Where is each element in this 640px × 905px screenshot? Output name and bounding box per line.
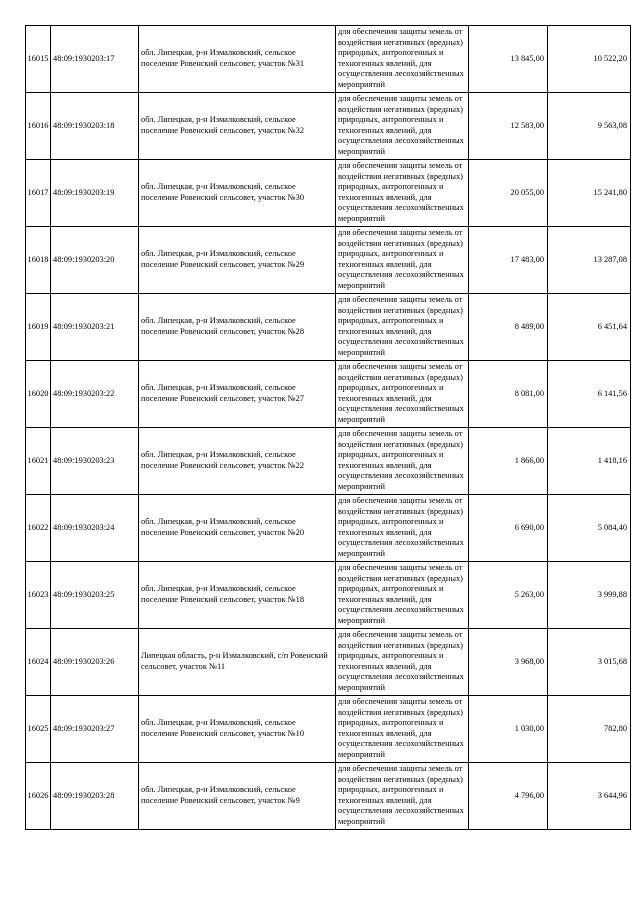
table-row	[26, 428, 631, 495]
table-row	[26, 93, 631, 160]
permitted-use-cell: для обеспечения защиты земель от воздействия негативных (вредных) природных, антропогенных и техногенных явлений, для осуществления лесохозяйственных мероприятий	[336, 227, 469, 294]
row-number-cell: 16026	[26, 763, 51, 830]
address-cell: обл. Липецкая, р-н Измалковский, сельское поселение Ровенский сельсовет, участок №22	[139, 428, 336, 495]
area-value-cell: 1 866,00	[469, 428, 548, 495]
table-body	[26, 26, 631, 830]
area-value-cell: 12 583,00	[469, 93, 548, 160]
area-value-cell: 3 968,00	[469, 629, 548, 696]
cadastral-number-cell: 48:09:1930203:27	[51, 696, 139, 763]
row-number-cell: 16020	[26, 361, 51, 428]
row-number-cell: 16025	[26, 696, 51, 763]
address-cell: обл. Липецкая, р-н Измалковский, сельское поселение Ровенский сельсовет, участок №9	[139, 763, 336, 830]
address-cell: обл. Липецкая, р-н Измалковский, сельское поселение Ровенский сельсовет, участок №31	[139, 26, 336, 93]
cadastral-number-cell: 48:09:1930203:21	[51, 294, 139, 361]
cadastral-number-cell: 48:09:1930203:28	[51, 763, 139, 830]
cadastral-number-cell: 48:09:1930203:20	[51, 227, 139, 294]
permitted-use-cell: для обеспечения защиты земель от воздействия негативных (вредных) природных, антропогенных и техногенных явлений, для осуществления лесохозяйственных мероприятий	[336, 495, 469, 562]
permitted-use-cell: для обеспечения защиты земель от воздействия негативных (вредных) природных, антропогенных и техногенных явлений, для осуществления лесохозяйственных мероприятий	[336, 361, 469, 428]
cost-value-cell: 6 451,64	[548, 294, 631, 361]
permitted-use-cell: для обеспечения защиты земель от воздействия негативных (вредных) природных, антропогенных и техногенных явлений, для осуществления лесохозяйственных мероприятий	[336, 696, 469, 763]
address-cell: обл. Липецкая, р-н Измалковский, сельское поселение Ровенский сельсовет, участок №29	[139, 227, 336, 294]
cadastral-number-cell: 48:09:1930203:19	[51, 160, 139, 227]
row-number-cell: 16017	[26, 160, 51, 227]
cost-value-cell: 1 418,16	[548, 428, 631, 495]
cost-value-cell: 5 084,40	[548, 495, 631, 562]
row-number-cell: 16021	[26, 428, 51, 495]
cost-value-cell: 15 241,80	[548, 160, 631, 227]
row-number-cell: 16016	[26, 93, 51, 160]
address-cell: обл. Липецкая, р-н Измалковский, сельское поселение Ровенский сельсовет, участок №32	[139, 93, 336, 160]
area-value-cell: 8 081,00	[469, 361, 548, 428]
table-row	[26, 629, 631, 696]
table-row	[26, 495, 631, 562]
address-cell: обл. Липецкая, р-н Измалковский, сельское поселение Ровенский сельсовет, участок №30	[139, 160, 336, 227]
address-cell: обл. Липецкая, р-н Измалковский, сельское поселение Ровенский сельсовет, участок №20	[139, 495, 336, 562]
row-number-cell: 16015	[26, 26, 51, 93]
cadastral-number-cell: 48:09:1930203:25	[51, 562, 139, 629]
cadastral-number-cell: 48:09:1930203:18	[51, 93, 139, 160]
permitted-use-cell: для обеспечения защиты земель от воздействия негативных (вредных) природных, антропогенных и техногенных явлений, для осуществления лесохозяйственных мероприятий	[336, 26, 469, 93]
table-row	[26, 562, 631, 629]
row-number-cell: 16024	[26, 629, 51, 696]
cost-value-cell: 10 522,20	[548, 26, 631, 93]
cost-value-cell: 782,80	[548, 696, 631, 763]
row-number-cell: 16023	[26, 562, 51, 629]
permitted-use-cell: для обеспечения защиты земель от воздействия негативных (вредных) природных, антропогенных и техногенных явлений, для осуществления лесохозяйственных мероприятий	[336, 93, 469, 160]
permitted-use-cell: для обеспечения защиты земель от воздействия негативных (вредных) природных, антропогенных и техногенных явлений, для осуществления лесохозяйственных мероприятий	[336, 160, 469, 227]
cost-value-cell: 3 015,68	[548, 629, 631, 696]
land-plots-table	[25, 25, 631, 830]
area-value-cell: 20 055,00	[469, 160, 548, 227]
row-number-cell: 16019	[26, 294, 51, 361]
cadastral-number-cell: 48:09:1930203:17	[51, 26, 139, 93]
table-row	[26, 361, 631, 428]
row-number-cell: 16018	[26, 227, 51, 294]
area-value-cell: 1 030,00	[469, 696, 548, 763]
row-number-cell: 16022	[26, 495, 51, 562]
cost-value-cell: 9 563,08	[548, 93, 631, 160]
table-row	[26, 26, 631, 93]
cost-value-cell: 13 287,08	[548, 227, 631, 294]
address-cell: Липецкая область, р-н Измалковский, с/п Ровенский сельсовет, участок №11	[139, 629, 336, 696]
area-value-cell: 13 845,00	[469, 26, 548, 93]
table-row	[26, 696, 631, 763]
permitted-use-cell: для обеспечения защиты земель от воздействия негативных (вредных) природных, антропогенных и техногенных явлений, для осуществления лесохозяйственных мероприятий	[336, 294, 469, 361]
cadastral-number-cell: 48:09:1930203:26	[51, 629, 139, 696]
cadastral-number-cell: 48:09:1930203:24	[51, 495, 139, 562]
address-cell: обл. Липецкая, р-н Измалковский, сельское поселение Ровенский сельсовет, участок №28	[139, 294, 336, 361]
table-row	[26, 294, 631, 361]
address-cell: обл. Липецкая, р-н Измалковский, сельское поселение Ровенский сельсовет, участок №18	[139, 562, 336, 629]
address-cell: обл. Липецкая, р-н Измалковский, сельское поселение Ровенский сельсовет, участок №27	[139, 361, 336, 428]
cost-value-cell: 3 644,96	[548, 763, 631, 830]
table-row	[26, 227, 631, 294]
permitted-use-cell: для обеспечения защиты земель от воздействия негативных (вредных) природных, антропогенных и техногенных явлений, для осуществления лесохозяйственных мероприятий	[336, 629, 469, 696]
permitted-use-cell: для обеспечения защиты земель от воздействия негативных (вредных) природных, антропогенных и техногенных явлений, для осуществления лесохозяйственных мероприятий	[336, 763, 469, 830]
address-cell: обл. Липецкая, р-н Измалковский, сельское поселение Ровенский сельсовет, участок №10	[139, 696, 336, 763]
permitted-use-cell: для обеспечения защиты земель от воздействия негативных (вредных) природных, антропогенных и техногенных явлений, для осуществления лесохозяйственных мероприятий	[336, 428, 469, 495]
area-value-cell: 4 796,00	[469, 763, 548, 830]
permitted-use-cell: для обеспечения защиты земель от воздействия негативных (вредных) природных, антропогенных и техногенных явлений, для осуществления лесохозяйственных мероприятий	[336, 562, 469, 629]
table-row	[26, 160, 631, 227]
table-row	[26, 763, 631, 830]
area-value-cell: 8 489,00	[469, 294, 548, 361]
area-value-cell: 5 263,00	[469, 562, 548, 629]
cadastral-number-cell: 48:09:1930203:23	[51, 428, 139, 495]
area-value-cell: 17 483,00	[469, 227, 548, 294]
area-value-cell: 6 690,00	[469, 495, 548, 562]
cost-value-cell: 3 999,88	[548, 562, 631, 629]
cost-value-cell: 6 141,56	[548, 361, 631, 428]
cadastral-number-cell: 48:09:1930203:22	[51, 361, 139, 428]
